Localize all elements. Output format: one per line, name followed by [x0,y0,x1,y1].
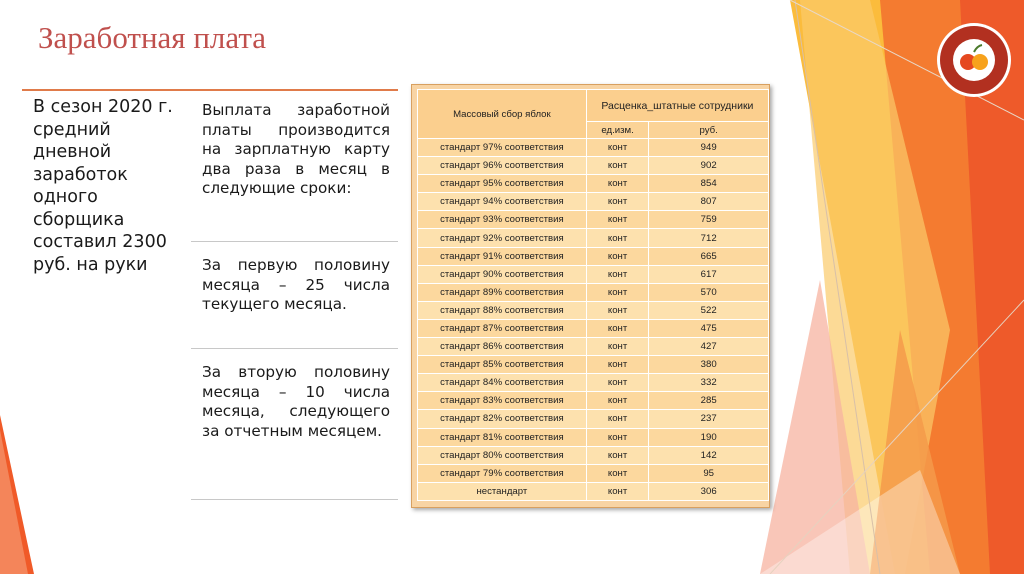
row-name: стандарт 88% соответствия [418,301,587,319]
row-name: стандарт 96% соответствия [418,157,587,175]
row-name: стандарт 90% соответствия [418,265,587,283]
table-row [418,410,769,428]
first-half-text: За первую половину месяца – 25 числа текущего месяца. [202,256,390,313]
table-row [418,392,769,410]
row-name: стандарт 80% соответствия [418,446,587,464]
table-row [418,338,769,356]
row-price: 142 [649,446,769,464]
row-name: стандарт 81% соответствия [418,428,587,446]
row-price: 665 [649,247,769,265]
table-row [418,229,769,247]
table-row [418,265,769,283]
table-row [418,482,769,500]
table-row [418,428,769,446]
row-unit: конт [586,139,649,157]
row-price: 380 [649,356,769,374]
header-harvest: Массовый сбор яблок [418,90,587,139]
row-unit: конт [586,338,649,356]
row-price: 285 [649,392,769,410]
row-name: стандарт 97% соответствия [418,139,587,157]
first-half-cell [191,242,398,349]
row-price: 570 [649,283,769,301]
company-logo [937,23,1011,97]
row-price: 902 [649,157,769,175]
table-row [418,464,769,482]
header-unit: ед.изм. [586,122,649,139]
left-column [33,90,183,276]
row-name: нестандарт [418,482,587,500]
row-unit: конт [586,301,649,319]
row-name: стандарт 94% соответствия [418,193,587,211]
row-name: стандарт 83% соответствия [418,392,587,410]
table-row [418,193,769,211]
rates-table [417,89,769,501]
table-row [418,356,769,374]
row-price: 95 [649,464,769,482]
row-unit: конт [586,229,649,247]
row-name: стандарт 86% соответствия [418,338,587,356]
table-row [418,283,769,301]
second-half-cell [191,349,398,500]
row-price: 712 [649,229,769,247]
row-name: стандарт 85% соответствия [418,356,587,374]
row-unit: конт [586,374,649,392]
row-name: стандарт 87% соответствия [418,319,587,337]
table-row [418,247,769,265]
row-unit: конт [586,283,649,301]
row-price: 427 [649,338,769,356]
row-name: стандарт 79% соответствия [418,464,587,482]
table-row [418,139,769,157]
row-unit: конт [586,410,649,428]
row-unit: конт [586,482,649,500]
rates-table-body [418,139,769,501]
row-price: 522 [649,301,769,319]
row-price: 617 [649,265,769,283]
left-light-triangle [0,430,28,574]
table-row [418,301,769,319]
row-price: 475 [649,319,769,337]
row-unit: конт [586,446,649,464]
row-name: стандарт 93% соответствия [418,211,587,229]
row-price: 332 [649,374,769,392]
table-row [418,175,769,193]
row-unit: конт [586,319,649,337]
header-rub: руб. [649,122,769,139]
second-half-text: За вторую половину месяца – 10 числа месяца, следующего за отчетным месяцем. [202,363,390,440]
table-row [418,319,769,337]
row-unit: конт [586,464,649,482]
payment-intro-cell [191,91,398,242]
row-unit: конт [586,175,649,193]
row-price: 759 [649,211,769,229]
header-rate-group: Расценка_штатные сотрудники [586,90,768,122]
row-name: стандарт 82% соответствия [418,410,587,428]
payment-intro-text: Выплата заработной платы производится на зарплатную карту два раза в месяц в следующие сроки: [202,101,390,197]
row-unit: конт [586,428,649,446]
row-unit: конт [586,193,649,211]
payment-schedule [191,91,398,500]
row-unit: конт [586,265,649,283]
rates-table-container [411,84,770,508]
row-unit: конт [586,157,649,175]
row-unit: конт [586,247,649,265]
row-unit: конт [586,392,649,410]
row-price: 306 [649,482,769,500]
row-name: стандарт 92% соответствия [418,229,587,247]
table-row [418,446,769,464]
table-row [418,211,769,229]
row-unit: конт [586,356,649,374]
row-price: 190 [649,428,769,446]
row-name: стандарт 84% соответствия [418,374,587,392]
table-row [418,374,769,392]
table-row [418,157,769,175]
row-price: 854 [649,175,769,193]
row-price: 807 [649,193,769,211]
row-unit: конт [586,211,649,229]
salary-summary: В сезон 2020 г. средний дневной заработок одного сборщика составил 2300 руб. на руки [33,97,173,275]
row-name: стандарт 91% соответствия [418,247,587,265]
row-name: стандарт 89% соответствия [418,283,587,301]
slide-title: Заработная плата [38,20,267,55]
row-price: 237 [649,410,769,428]
row-name: стандарт 95% соответствия [418,175,587,193]
row-price: 949 [649,139,769,157]
